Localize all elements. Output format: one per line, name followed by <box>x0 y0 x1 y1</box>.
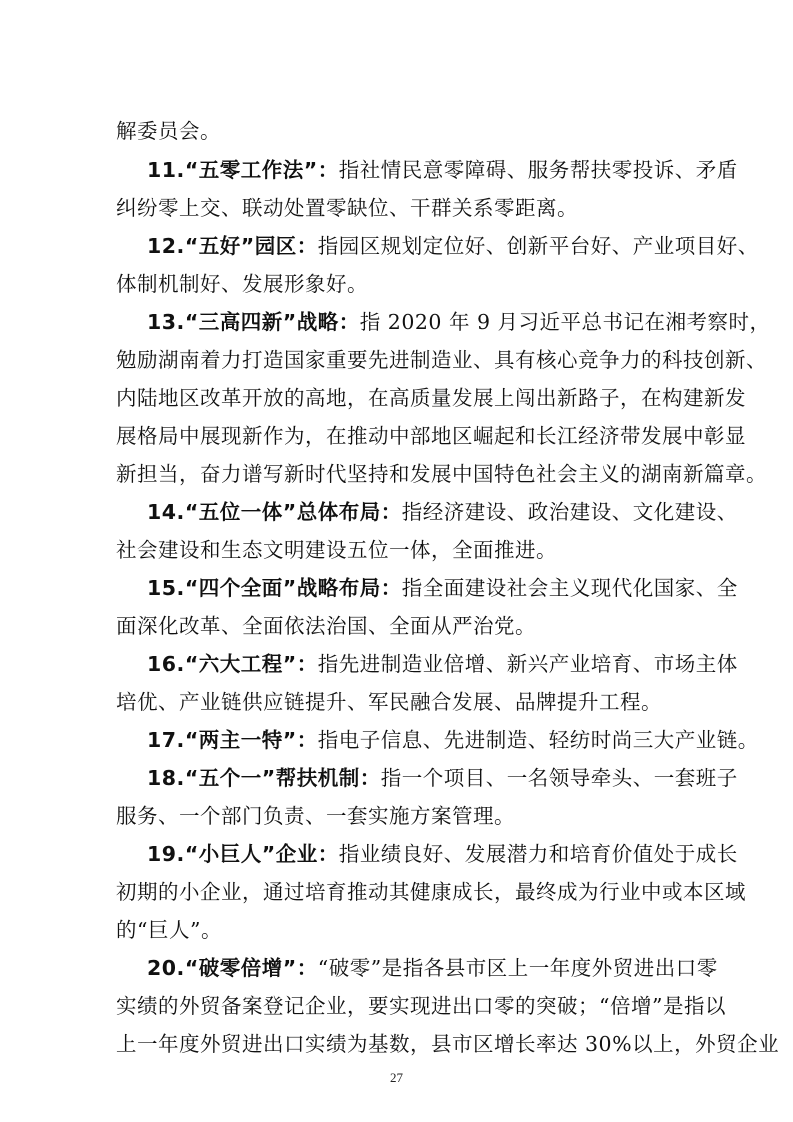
text-line: 纠纷零上交、联动处置零缺位、干群关系零距离。 <box>116 196 578 220</box>
entry-term: “三高四新”战略： <box>184 310 360 334</box>
entry-definition: 指园区规划定位好、创新平台好、产业项目好、 <box>317 234 759 258</box>
entry-definition: 指 2020 年 9 月习近平总书记在湘考察时， <box>359 310 771 334</box>
text-line: 面深化改革、全面依法治国、全面从严治党。 <box>116 614 536 638</box>
glossary-entry-20 <box>147 948 718 988</box>
entry-definition: 指全面建设社会主义现代化国家、全 <box>401 576 738 600</box>
text-line: 实绩的外贸备案登记企业，要实现进出口零的突破；“倍增”是指以 <box>116 994 726 1018</box>
entry-number: 11. <box>147 158 185 182</box>
entry-term: “五位一体”总体布局： <box>184 500 402 524</box>
entry-term: “两主一特”： <box>184 728 318 752</box>
text-line: 服务、一个部门负责、一套实施方案管理。 <box>116 804 515 828</box>
entry-definition: 指电子信息、先进制造、轻纺时尚三大产业链。 <box>317 728 759 752</box>
entry-number: 18. <box>147 766 185 790</box>
entry-term: “五个一”帮扶机制： <box>184 766 381 790</box>
entry-term: “四个全面”战略布局： <box>184 576 402 600</box>
text-line: 勉励湖南着力打造国家重要先进制造业、具有核心竞争力的科技创新、 <box>116 348 767 372</box>
glossary-entry-12 <box>147 226 759 266</box>
text-line: 体制机制好、发展形象好。 <box>116 272 368 296</box>
entry-definition: 指业绩良好、发展潜力和培育价值处于成长 <box>338 842 738 866</box>
text-line: 社会建设和生态文明建设五位一体，全面推进。 <box>116 538 557 562</box>
entry-number: 17. <box>147 728 185 752</box>
glossary-entry-14 <box>147 492 738 532</box>
glossary-entry-19 <box>147 834 738 874</box>
text-line: 的“巨人”。 <box>116 918 222 942</box>
entry-number: 19. <box>147 842 185 866</box>
text-line: 初期的小企业，通过培育推动其健康成长，最终成为行业中或本区域 <box>116 880 746 904</box>
glossary-entry-17 <box>147 720 759 760</box>
glossary-entry-16 <box>147 644 738 684</box>
page-number: 27 <box>390 1070 403 1085</box>
text-line: 新担当，奋力谱写新时代坚持和发展中国特色社会主义的湖南新篇章。 <box>116 462 767 486</box>
text-line: 培优、产业链供应链提升、军民融合发展、品牌提升工程。 <box>116 690 662 714</box>
entry-term: “小巨人”企业： <box>184 842 339 866</box>
entry-term: “破零倍增”： <box>184 956 318 980</box>
entry-number: 15. <box>147 576 185 600</box>
glossary-entry-15 <box>147 568 738 608</box>
glossary-entry-18 <box>147 758 738 798</box>
entry-number: 13. <box>147 310 185 334</box>
entry-term: “五零工作法”： <box>184 158 339 182</box>
entry-definition: 指一个项目、一名领导牵头、一套班子 <box>380 766 738 790</box>
text-line: 解委员会。 <box>116 119 221 143</box>
entry-number: 16. <box>147 652 185 676</box>
entry-definition: 指社情民意零障碍、服务帮扶零投诉、矛盾 <box>338 158 738 182</box>
glossary-entry-13 <box>147 302 771 342</box>
entry-number: 14. <box>147 500 185 524</box>
entry-term: “五好”园区： <box>184 234 318 258</box>
text-line: 内陆地区改革开放的高地，在高质量发展上闯出新路子，在构建新发 <box>116 386 746 410</box>
entry-definition: 指先进制造业倍增、新兴产业培育、市场主体 <box>317 652 738 676</box>
entry-definition: “破零”是指各县市区上一年度外贸进出口零 <box>317 956 718 980</box>
text-line: 上一年度外贸进出口实绩为基数，县市区增长率达 30%以上，外贸企业 <box>116 1032 780 1056</box>
entry-number: 20. <box>147 956 185 980</box>
entry-number: 12. <box>147 234 185 258</box>
glossary-entry-11 <box>147 150 738 190</box>
text-line: 展格局中展现新作为，在推动中部地区崛起和长江经济带发展中彰显 <box>116 424 746 448</box>
entry-definition: 指经济建设、政治建设、文化建设、 <box>401 500 738 524</box>
entry-term: “六大工程”： <box>184 652 318 676</box>
